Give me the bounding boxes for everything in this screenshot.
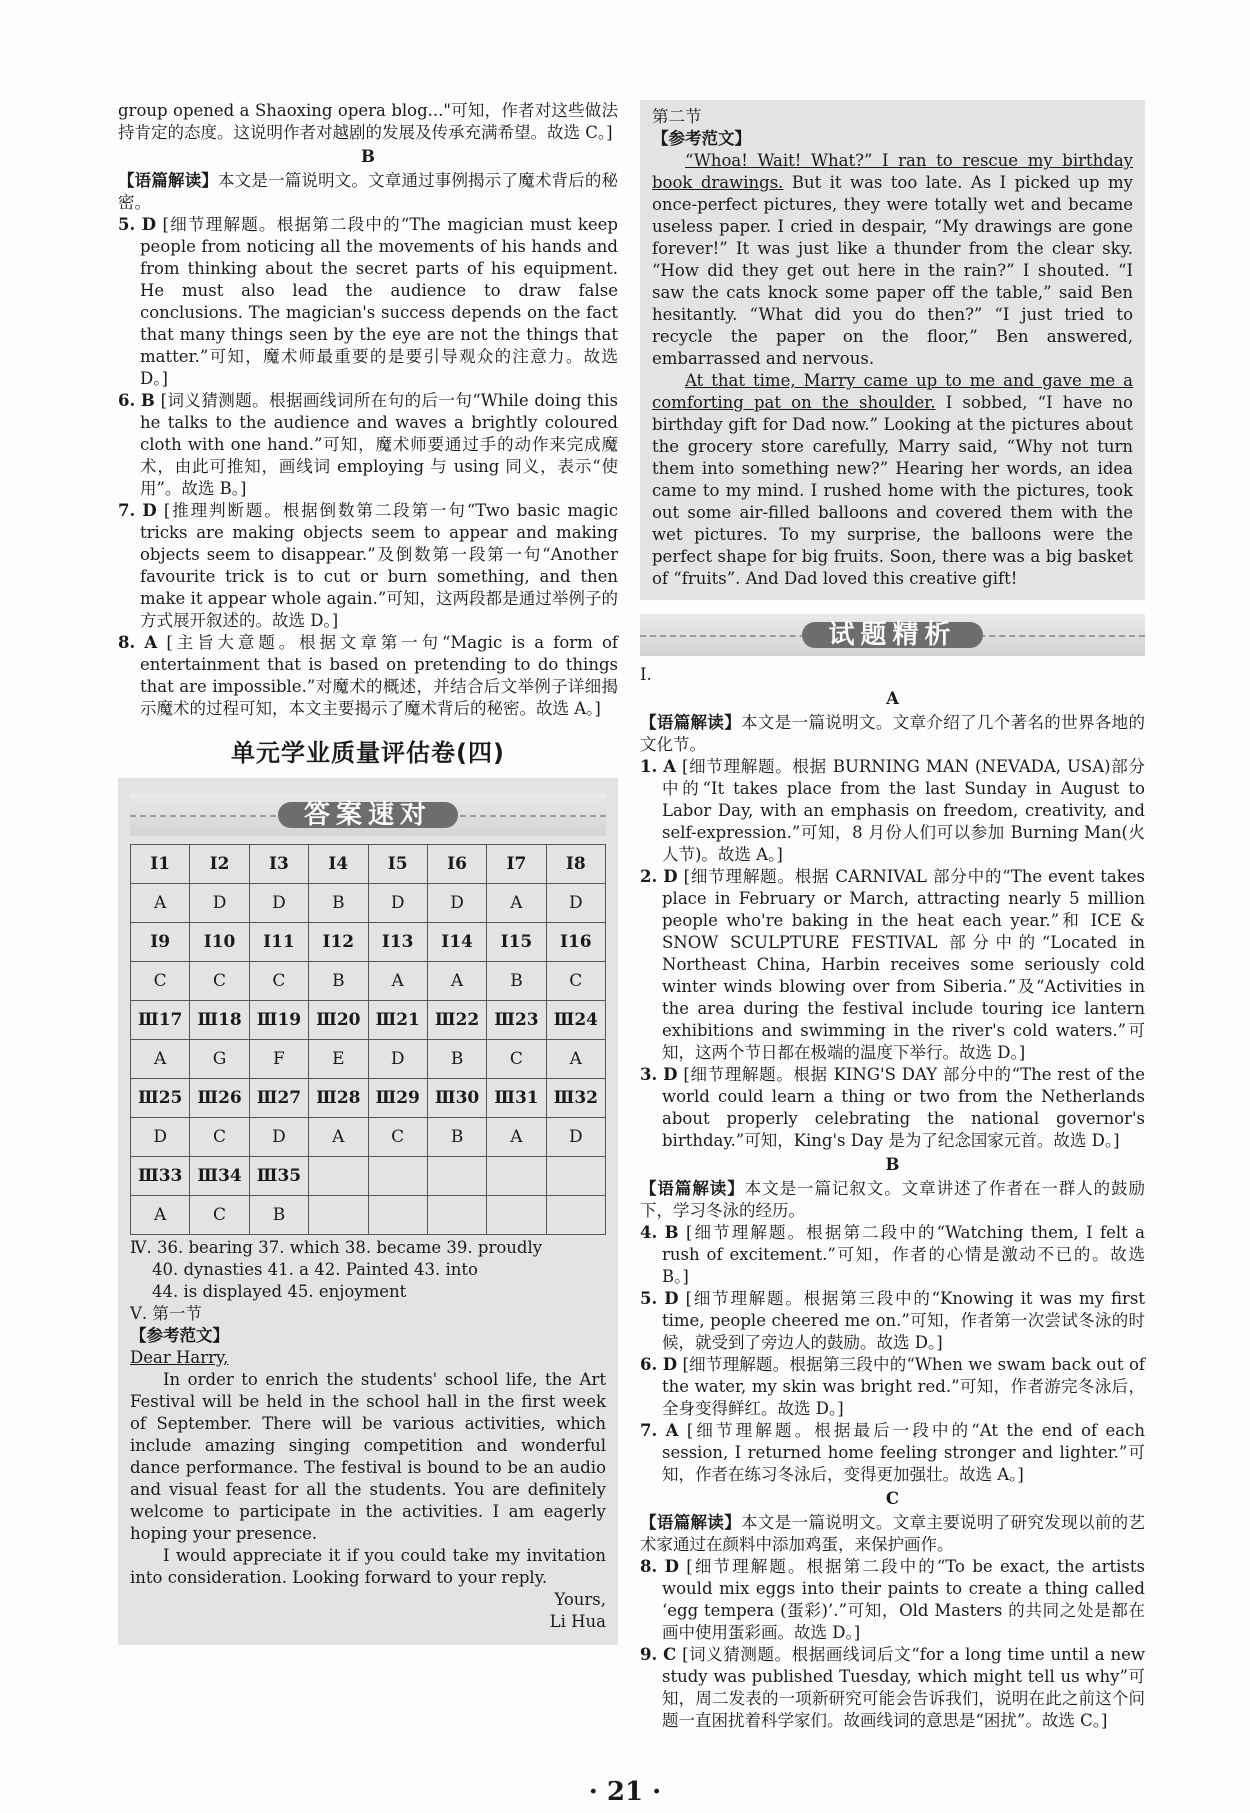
answer-cell: A <box>131 884 190 923</box>
table-row <box>131 1118 606 1157</box>
answer-cell: C <box>546 962 605 1001</box>
item-text: [细节理解题。根据最后一段中的“At the end of each session, I returned home feeling stronger and lighter.”可知，作者在练习冬泳后，变得更加强壮。故选 A。] <box>662 1421 1145 1484</box>
question-cell: Ⅰ3 <box>249 845 308 884</box>
question-cell: Ⅰ14 <box>427 923 486 962</box>
item-number: 3. <box>640 1065 658 1084</box>
question-cell: Ⅰ6 <box>427 845 486 884</box>
item-number: 5. <box>640 1289 658 1308</box>
question-cell: Ⅰ7 <box>487 845 546 884</box>
item-number: 7. <box>118 501 136 520</box>
answer-cell: A <box>309 1118 368 1157</box>
item-number: 2. <box>640 867 658 886</box>
answer-cell: C <box>190 962 249 1001</box>
answer-cell: C <box>368 1118 427 1157</box>
answer-cell: B <box>427 1040 486 1079</box>
table-row <box>131 845 606 884</box>
answer-cell <box>368 1196 427 1235</box>
part1-head: Ⅰ. <box>640 665 652 684</box>
explanation-item <box>640 866 1145 1064</box>
answer-cell: D <box>546 1118 605 1157</box>
answer-cell: C <box>249 962 308 1001</box>
item-answer: D <box>664 1557 679 1576</box>
explanation-item <box>640 1420 1145 1486</box>
question-cell: Ⅲ30 <box>427 1079 486 1118</box>
reading-text: 本文是一篇说明文。文章介绍了几个著名的世界各地的文化节。 <box>640 713 1146 754</box>
question-cell: Ⅰ16 <box>546 923 605 962</box>
table-row <box>131 884 606 923</box>
item-number: 6. <box>118 391 136 410</box>
item-answer: B <box>140 391 155 410</box>
answer-cell: B <box>309 884 368 923</box>
question-cell: Ⅰ15 <box>487 923 546 962</box>
answer-cell: C <box>190 1196 249 1235</box>
item-text: [细节理解题。根据第三段中的“Knowing it was my first time, people cheered me on.”可知，作者第一次尝试冬泳的时候，就受到了旁边人的鼓励。故选 D。] <box>662 1289 1146 1352</box>
sample-tag-right: 【参考范文】 <box>652 129 751 148</box>
explanation-item <box>118 390 618 500</box>
question-cell: Ⅲ28 <box>309 1079 368 1118</box>
reading-tag: 【语篇解读】 <box>640 1513 742 1532</box>
question-cell: Ⅲ34 <box>190 1157 249 1196</box>
story-panel <box>640 100 1145 600</box>
item-answer: D <box>663 1065 678 1084</box>
answer-cell: D <box>190 884 249 923</box>
explanation-item <box>118 500 618 632</box>
item-text: [主旨大意题。根据文章第一句“Magic is a form of entertainment that is based on pretending to do things that are impossible.”对魔术的概述，并结合后文举例子详细揭示魔术的过程可知，本文主要揭示了魔术背后的秘密。故选 A。] <box>140 633 618 718</box>
answer-banner <box>130 794 606 836</box>
story-p2-rest: I sobbed, “I have no birthday gift for Dad now.” Looking at the pictures about the grocery store carefully, Marry said, “Why not turn them into something new?” Hearing her words, an idea came to my mind. I rushed home with the pictures, took out some air-filled balloons and covered them with the wet pictures. To my surprise, the balloons were the perfect shape for big fruits. Soon, there was a big basket of “fruits”. And Dad loved this creative gift! <box>652 393 1133 588</box>
question-cell: Ⅲ29 <box>368 1079 427 1118</box>
question-cell <box>487 1157 546 1196</box>
question-cell: Ⅰ2 <box>190 845 249 884</box>
item-text: [词义猜测题。根据画线词后文“for a long time until a new study was published Tuesday, which might tell us why”可知，周二发表的一项新研究可能会告诉我们，说明在此之前这个问题一直困扰着科学家们。故画线词的意思是“困扰”。故选 C。] <box>662 1645 1145 1730</box>
fill-line-2: 40. dynasties 41. a 42. Painted 43. into <box>152 1260 478 1279</box>
explanation-item <box>640 1064 1145 1152</box>
question-cell: Ⅲ19 <box>249 1001 308 1040</box>
left-column <box>118 100 618 1645</box>
reading-tag: 【语篇解读】 <box>640 1179 745 1198</box>
answer-explanations <box>118 214 618 720</box>
answer-panel <box>118 778 618 1645</box>
item-number: 8. <box>118 633 136 652</box>
explanation-item <box>640 1354 1145 1420</box>
answer-cell: D <box>249 884 308 923</box>
answer-cell: D <box>131 1118 190 1157</box>
right-column <box>640 100 1145 1732</box>
item-text: [细节理解题。根据 KING'S DAY 部分中的“The rest of the world could learn a thing or two from the Netherlands about properly celebrating the national governor's birthday.”可知，King's Day 是为了纪念国家元首。故选 D。] <box>662 1065 1145 1150</box>
answer-cell: D <box>427 884 486 923</box>
answer-cell: E <box>309 1040 368 1079</box>
reading-text: 本文是一篇说明文。文章主要说明了研究发现以前的艺术家通过在颜料中添加鸡蛋，来保护画作。 <box>640 1513 1146 1554</box>
answer-cell: B <box>427 1118 486 1157</box>
question-cell: Ⅲ18 <box>190 1001 249 1040</box>
question-cell: Ⅰ12 <box>309 923 368 962</box>
intro-continuation: group opened a Shaoxing opera blog..."可知，作者对这些做法持肯定的态度。这说明作者对越剧的发展及传承充满希望。故选 C。] <box>118 101 618 142</box>
story <box>652 150 1133 590</box>
question-cell: Ⅲ35 <box>249 1157 308 1196</box>
story-p1-underlined: “Whoa! Wait! What?” I ran to rescue my birthday book drawings. <box>652 151 1133 192</box>
passage-b-letter-right: B <box>885 1155 900 1174</box>
question-cell: Ⅰ8 <box>546 845 605 884</box>
item-text: [细节理解题。根据第二段中的“Watching them, I felt a rush of excitement.”可知，作者的心情是激动不已的。故选 B。] <box>662 1223 1145 1286</box>
question-cell <box>309 1157 368 1196</box>
explanation-item <box>640 1556 1145 1644</box>
item-answer: A <box>144 633 158 652</box>
answer-cell: C <box>190 1118 249 1157</box>
banner-label: 答案速对 <box>278 802 458 828</box>
question-cell: Ⅰ1 <box>131 845 190 884</box>
item-text: [细节理解题。根据 BURNING MAN (NEVADA, USA)部分中的“It takes place from the last Sunday in August to Labor Day, with an emphasis on freedom, creativity, and self-expression.”可知，8 月份人们可以参加 Burning Man(火人节)。故选 A。] <box>662 757 1145 864</box>
item-number: 7. <box>640 1421 658 1440</box>
item-answer: B <box>664 1223 679 1242</box>
question-cell: Ⅲ20 <box>309 1001 368 1040</box>
question-cell: Ⅲ24 <box>546 1001 605 1040</box>
passage-a-letter: A <box>886 689 899 708</box>
story-paragraph-2 <box>652 370 1133 590</box>
fill-line-1: Ⅳ. 36. bearing 37. which 38. became 39. proudly <box>130 1238 543 1257</box>
question-cell: Ⅲ23 <box>487 1001 546 1040</box>
question-cell <box>546 1157 605 1196</box>
item-text: [词义猜测题。根据画线词所在句的后一句“While doing this he talks to the audience and waves a brightly coloured cloth with one hand.”可知，魔术师要通过手的动作来完成魔术，由此可推知，画线词 employing 与 using 同义，表示“使用”。故选 B。] <box>140 391 618 498</box>
answer-cell <box>309 1196 368 1235</box>
passage-c-letter: C <box>885 1489 900 1508</box>
item-text: [细节理解题。根据第三段中的“When we swam back out of the water, my skin was bright red.”可知，作者游完冬泳后，全身变得鲜红。故选 D。] <box>662 1355 1145 1418</box>
table-row <box>131 962 606 1001</box>
question-cell: Ⅰ5 <box>368 845 427 884</box>
banner-label: 试题精析 <box>802 622 982 648</box>
answer-cell: A <box>487 1118 546 1157</box>
explanation-item <box>640 756 1145 866</box>
answer-cell: F <box>249 1040 308 1079</box>
item-answer: D <box>142 501 157 520</box>
answer-cell <box>487 1196 546 1235</box>
table-row <box>131 1079 606 1118</box>
page-number: · 21 · <box>588 1777 662 1807</box>
passage-a-explanations <box>640 756 1145 1152</box>
answer-cell: C <box>487 1040 546 1079</box>
letter-salutation: Dear Harry, <box>130 1348 229 1367</box>
story-paragraph-1 <box>652 150 1133 370</box>
letter-paragraph-1: In order to enrich the students' school life, the Art Festival will be held in the school hall in the first week of September. There will be various activities, which include amazing singing competition and wonderful dance performance. The festival is bound to be an audio and visual feast for all the students. You are definitely welcome to participate in the activities. I am eagerly hoping your presence. <box>130 1370 606 1543</box>
answer-cell: B <box>249 1196 308 1235</box>
item-number: 9. <box>640 1645 658 1664</box>
question-cell: Ⅰ13 <box>368 923 427 962</box>
item-answer: A <box>665 1421 679 1440</box>
item-number: 8. <box>640 1557 658 1576</box>
question-cell: Ⅲ21 <box>368 1001 427 1040</box>
section-title: 单元学业质量评估卷(四) <box>231 739 505 767</box>
answer-cell: D <box>368 1040 427 1079</box>
item-text: [细节理解题。根据 CARNIVAL 部分中的“The event takes place in February or March, attracting nearly 5 million people who're baking in the heat each year.”和 ICE & SNOW SCULPTURE FESTIVAL 部分中的“Located in Northeast China, Harbin receives some seriously cold winter winds blowing over from Siberia.”及“Activities in the area during the festival include touring ice lantern exhibitions and swimming in the river's cold waters.”可知，这两个节日都在极端的温度下举行。故选 D。] <box>662 867 1146 1062</box>
part2-head: 第二节 <box>652 107 702 126</box>
question-cell: Ⅰ9 <box>131 923 190 962</box>
table-row <box>131 1040 606 1079</box>
question-cell: Ⅰ10 <box>190 923 249 962</box>
answer-table <box>130 844 606 1235</box>
question-cell: Ⅲ27 <box>249 1079 308 1118</box>
answer-cell: B <box>309 962 368 1001</box>
writing-head: Ⅴ. 第一节 <box>130 1304 202 1323</box>
item-answer: D <box>663 867 678 886</box>
table-row <box>131 1001 606 1040</box>
answer-cell: D <box>546 884 605 923</box>
letter-name: Li Hua <box>549 1612 606 1631</box>
item-number: 1. <box>640 757 658 776</box>
answer-cell: A <box>427 962 486 1001</box>
reading-tag: 【语篇解读】 <box>118 171 219 190</box>
question-cell: Ⅲ32 <box>546 1079 605 1118</box>
answer-cell: A <box>546 1040 605 1079</box>
explanation-item <box>640 1222 1145 1288</box>
item-answer: D <box>662 1355 678 1374</box>
fill-line-3: 44. is displayed 45. enjoyment <box>152 1282 407 1301</box>
question-cell <box>427 1157 486 1196</box>
answer-cell <box>427 1196 486 1235</box>
explanation-item <box>118 632 618 720</box>
story-p1-rest: But it was too late. As I picked up my once-perfect pictures, they were totally wet and became useless paper. I cried in despair, “My drawings are gone forever!” It was just like a thunder from the clear sky. “How did they get out here in the rain?” I shouted. “I saw the cats knock some paper off the table,” said Ben hesitantly. “What did you do then?” “I just tried to recycle the paper on the floor,” Ben answered, embarrassed and nervous. <box>652 173 1133 368</box>
explanation-item <box>640 1644 1145 1732</box>
item-number: 5. <box>118 215 136 234</box>
passage-c-reading <box>640 1512 1145 1556</box>
question-cell: Ⅲ31 <box>487 1079 546 1118</box>
question-cell: Ⅲ25 <box>131 1079 190 1118</box>
item-answer: D <box>664 1289 679 1308</box>
item-number: 6. <box>640 1355 658 1374</box>
reading-tag: 【语篇解读】 <box>640 713 742 732</box>
answer-cell: G <box>190 1040 249 1079</box>
question-cell: Ⅲ33 <box>131 1157 190 1196</box>
answer-cell: A <box>131 1196 190 1235</box>
table-row <box>131 1196 606 1235</box>
question-cell: Ⅰ4 <box>309 845 368 884</box>
answer-cell: D <box>249 1118 308 1157</box>
letter <box>130 1347 606 1633</box>
reading-text: 本文是一篇说明文。文章通过事例揭示了魔术背后的秘密。 <box>118 171 619 212</box>
answer-cell: C <box>131 962 190 1001</box>
answer-cell: A <box>131 1040 190 1079</box>
item-answer: C <box>663 1645 677 1664</box>
question-cell: Ⅲ26 <box>190 1079 249 1118</box>
answer-cell <box>546 1196 605 1235</box>
question-cell: Ⅲ22 <box>427 1001 486 1040</box>
answer-cell: D <box>368 884 427 923</box>
passage-b-reading-right <box>640 1178 1145 1222</box>
reading-text: 本文是一篇记叙文。文章讲述了作者在一群人的鼓励下，学习冬泳的经历。 <box>640 1179 1146 1220</box>
passage-a-reading <box>640 712 1145 756</box>
analysis-banner <box>640 614 1145 656</box>
passage-b-reading <box>118 170 618 214</box>
letter-paragraph-2: I would appreciate it if you could take my invitation into consideration. Looking forward to your reply. <box>130 1546 606 1587</box>
story-p2-underlined: At that time, Marry came up to me and gave me a comforting pat on the shoulder. <box>652 371 1133 412</box>
passage-c-explanations <box>640 1556 1145 1732</box>
sample-tag: 【参考范文】 <box>130 1326 229 1345</box>
question-cell <box>368 1157 427 1196</box>
item-text: [细节理解题。根据第二段中的“The magician must keep people from noticing all the movements of his hands and from thinking about the secret parts of his equipment. He must also lead the audience to draw false conclusions. The magician's success depends on the fact that many things seen by the eye are not the things that matter.”可知，魔术师最重要的是要引导观众的注意力。故选 D。] <box>140 215 618 388</box>
answer-cell: A <box>487 884 546 923</box>
letter-closing: Yours, <box>554 1590 606 1609</box>
explanation-item <box>118 214 618 390</box>
item-text: [细节理解题。根据第二段中的“To be exact, the artists would mix eggs into their paints to create a thing called ‘egg tempera (蛋彩)’.”可知，Old Masters 的共同之处是都在画中使用蛋彩画。故选 D。] <box>662 1557 1146 1642</box>
explanation-item <box>640 1288 1145 1354</box>
item-number: 4. <box>640 1223 658 1242</box>
question-cell: Ⅰ11 <box>249 923 308 962</box>
question-cell: Ⅲ17 <box>131 1001 190 1040</box>
table-row <box>131 1157 606 1196</box>
answer-cell: A <box>368 962 427 1001</box>
answer-cell: B <box>487 962 546 1001</box>
table-row <box>131 923 606 962</box>
passage-b-letter: B <box>361 147 375 166</box>
item-answer: D <box>141 215 157 234</box>
item-answer: A <box>663 757 677 776</box>
item-text: [推理判断题。根据倒数第二段第一句“Two basic magic tricks are making objects seem to appear and making objects seem to disappear.”及倒数第一段第一句“Another favourite trick is to cut or burn something, and then make it appear whole again.”可知，这两段都是通过举例子的方式展开叙述的。故选 D。] <box>140 501 619 630</box>
passage-b-explanations <box>640 1222 1145 1486</box>
